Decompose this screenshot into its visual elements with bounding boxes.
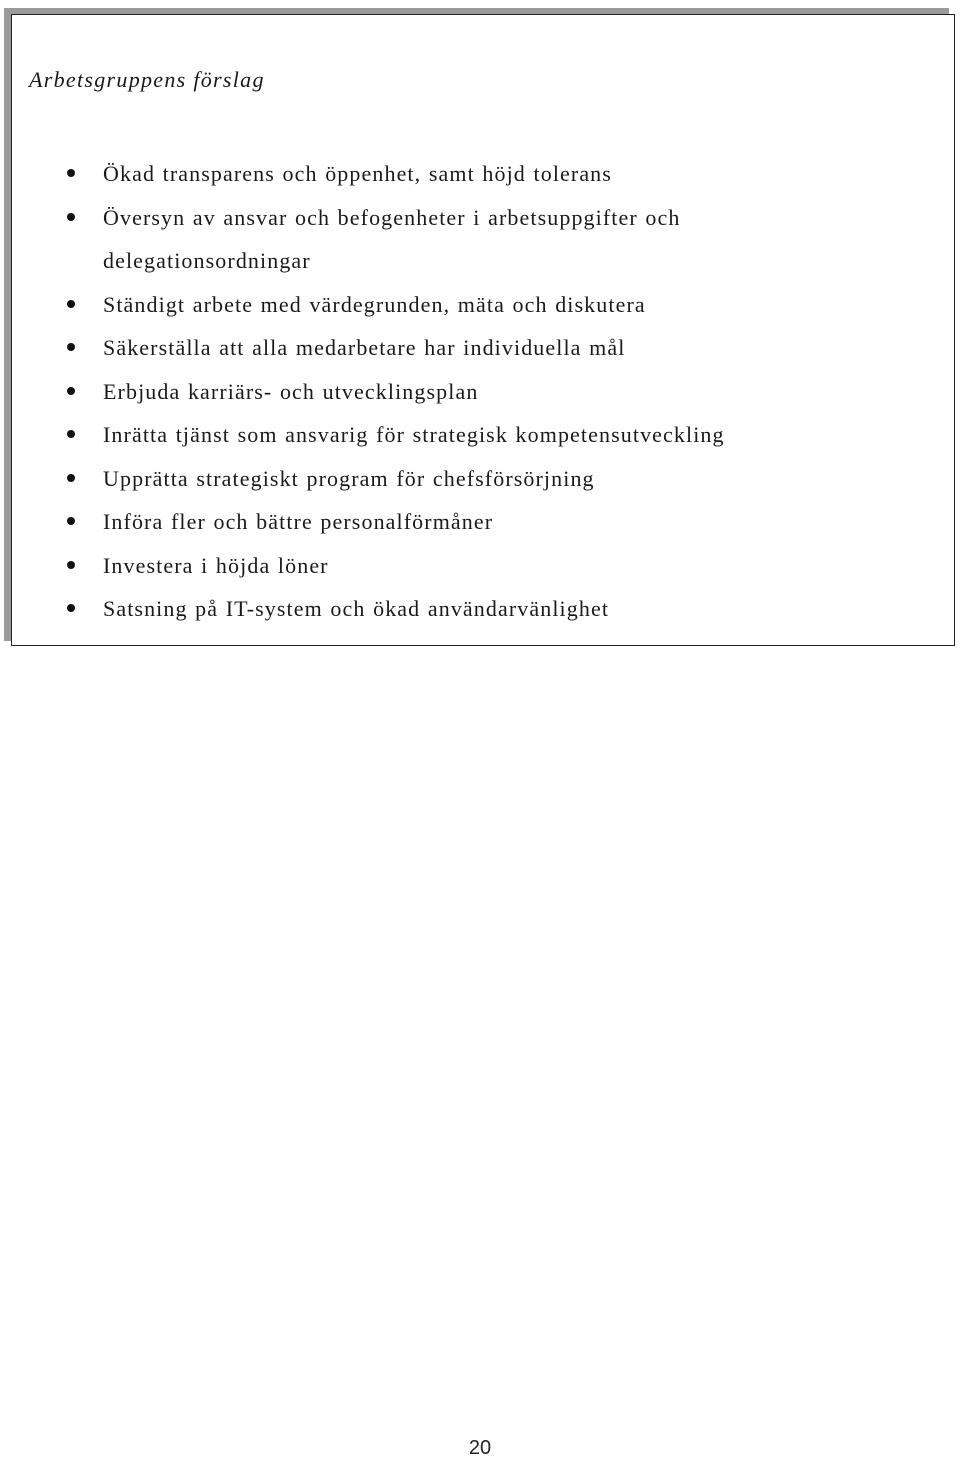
list-item (12, 413, 942, 457)
list-item-text: Säkerställa att alla medarbetare har individuella mål (103, 335, 626, 360)
bullet-icon (67, 604, 75, 612)
list-item-text: Översyn av ansvar och befogenheter i arbetsuppgifter och delegationsordningar (103, 204, 681, 273)
list-item (12, 587, 942, 631)
list-item-text: Ökad transparens och öppenhet, samt höjd tolerans (103, 161, 612, 186)
bullet-icon (67, 343, 75, 351)
bullet-icon (67, 430, 75, 438)
list-item-text: Erbjuda karriärs- och utvecklingsplan (103, 378, 479, 404)
bullet-icon (67, 561, 75, 569)
list-item (12, 326, 942, 370)
proposal-list (12, 152, 942, 631)
list-item (12, 283, 942, 327)
list-item (12, 370, 942, 414)
list-item-text: Införa fler och bättre personalförmåner (103, 509, 494, 534)
list-item (12, 457, 942, 501)
bullet-icon (67, 517, 75, 525)
bullet-icon (67, 169, 75, 177)
bullet-icon (67, 387, 75, 395)
list-item-text: Ständigt arbete med värdegrunden, mäta och diskutera (103, 291, 646, 317)
section-heading: Arbetsgruppens förslag (29, 67, 265, 92)
bullet-icon (67, 300, 75, 308)
list-item-text: Upprätta strategiskt program för chefsförsörjning (103, 465, 595, 491)
list-item-text: Investera i höjda löner (103, 552, 329, 578)
list-item (12, 196, 942, 283)
list-item (12, 544, 942, 588)
proposal-box (11, 14, 955, 646)
bullet-icon (67, 213, 75, 221)
page-number: 20 (468, 1437, 492, 1459)
list-item (12, 500, 942, 544)
bullet-icon (67, 474, 75, 482)
list-item-text: Inrätta tjänst som ansvarig för strategisk kompetensutveckling (103, 422, 725, 447)
list-item (12, 152, 942, 196)
list-item-text: Satsning på IT-system och ökad användarvänlighet (103, 596, 610, 621)
